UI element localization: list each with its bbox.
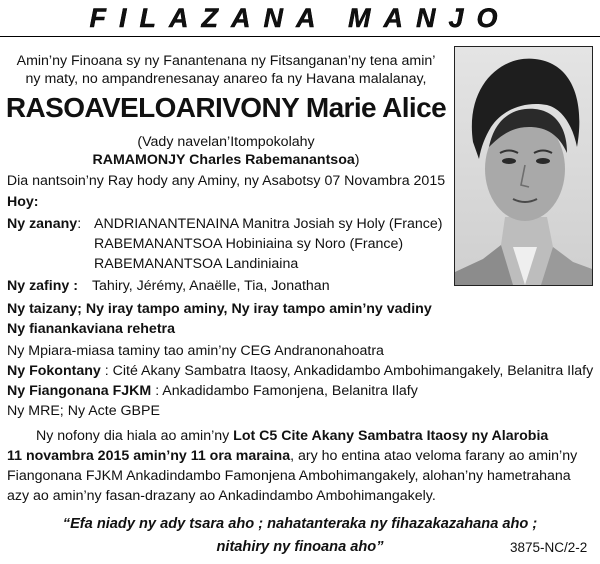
child-1: ANDRIANANTENAINA Manitra Josiah sy Holy (France): [94, 216, 443, 232]
burial-text-1: Ny nofony dia hiala ao amin’ny: [36, 428, 234, 444]
burial-line-3: Fiangonana FJKM Ankadindambo Famonjena Ambohimangakely, alohan’ny hametrahana: [7, 468, 571, 484]
reference-code: 3875-NC/2-2: [510, 540, 588, 555]
child-2: RABEMANANTSOA Hobiniaina sy Noro (France): [94, 236, 404, 252]
burial-line-4: azy ao amin’ny fasan-drazany ao Ankadindambo Ambohimangakely.: [7, 488, 436, 504]
fokontany-line: [7, 362, 600, 380]
relatives-line-1: Ny taizany; Ny iray tampo aminy, Ny iray tampo amin’ny vadiny: [7, 301, 432, 317]
burial-datetime: 11 novambra 2015 amin’ny 11 ora maraina: [7, 448, 291, 464]
deceased-name: RASOAVELOARIVONY Marie Alice: [5, 92, 447, 123]
page-title: FILAZANA MANJO: [89, 2, 511, 33]
death-date: Dia nantsoin’ny Ray hody any Aminy, ny Asabotsy 07 Novambra 2015: [6, 173, 446, 189]
burial-line-1: [36, 427, 600, 445]
mre-line: Ny MRE; Ny Acte GBPE: [7, 403, 160, 419]
intro-line-1: Amin’ny Finoana sy ny Fanantenana ny Fitsanganan’ny tena amin’: [16, 53, 436, 69]
burial-line-2: [7, 447, 600, 465]
portrait-photo: [454, 46, 593, 286]
child-3: RABEMANANTSOA Landiniaina: [94, 256, 299, 272]
relatives-line-2: Ny fianankaviana rehetra: [7, 321, 175, 337]
colleagues-line: Ny Mpiara-miasa taminy tao amin’ny CEG Andranonahoatra: [7, 343, 384, 359]
grandchildren-row: [7, 277, 600, 295]
fokontany-text: : Cité Akany Sambatra Itaosy, Ankadidambo Ambohimangakely, Belanitra Ilafy: [100, 363, 594, 379]
portrait-image: [455, 47, 592, 285]
church-label: Ny Fiangonana FJKM: [7, 383, 152, 399]
husband-close: ): [354, 152, 360, 168]
grandchildren-label: Ny zafiny :: [7, 278, 78, 294]
quote-line-1: “Efa niady ny ady tsara aho ; nahatanteraka ny fihazakazahana aho ;: [62, 516, 538, 532]
church-line: [7, 382, 600, 400]
church-text: : Ankadidambo Famonjena, Belanitra Ilafy: [151, 383, 418, 399]
burial-location: Lot C5 Cite Akany Sambatra Itaosy ny Alarobia: [233, 428, 549, 444]
quote-line-2: nitahiry ny finoana aho”: [216, 539, 384, 555]
husband-line: [0, 151, 452, 169]
burial-text-2: , ary ho entina atao veloma farany ao amin’ny: [290, 448, 578, 464]
children-label-row: [7, 215, 92, 233]
intro-line-2: ny maty, no ampandrenesanay anareo fa ny Havana malalanay,: [25, 71, 427, 87]
grandchildren-list: Tahiry, Jérémy, Anaëlle, Tia, Jonathan: [91, 278, 330, 294]
children-sep: :: [77, 216, 82, 232]
hoy-label: Hoy:: [7, 194, 39, 210]
fokontany-label: Ny Fokontany: [7, 363, 101, 379]
header-banner: [0, 0, 600, 37]
husband-name: RAMAMONJY Charles Rabemanantsoa: [92, 152, 355, 168]
widow-note: (Vady navelan’Itompokolahy: [137, 134, 315, 150]
children-label: Ny zanany: [7, 216, 78, 232]
